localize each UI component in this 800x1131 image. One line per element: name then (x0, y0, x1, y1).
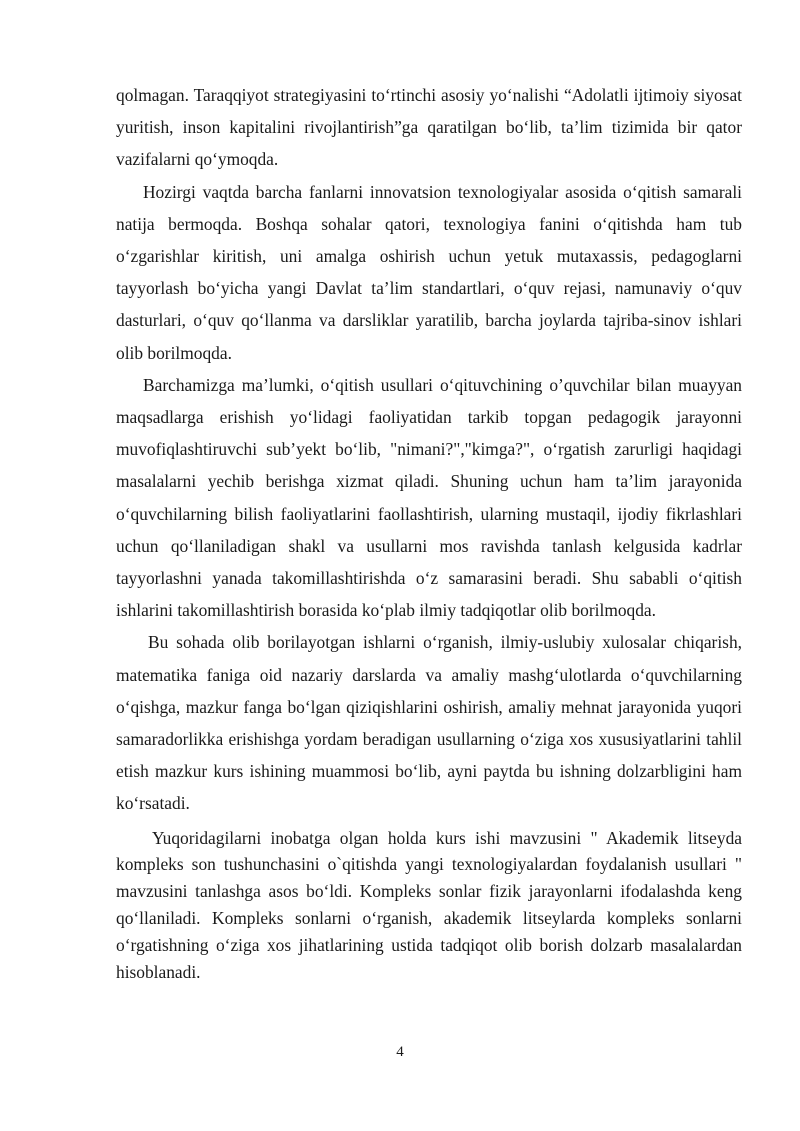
document-body (116, 79, 742, 985)
paragraph: qolmagan. Taraqqiyot strategiyasini to‘rtinchi asosiy yo‘nalishi “Adolatli ijtimoiy siyosat yuritish, inson kapitalini rivojlantirish”ga qaratilgan bo‘lib, ta’lim tizimida bir qator vazifalarni qo‘ymoqda. (116, 85, 742, 170)
paragraph: Hozirgi vaqtda barcha fanlarni innovatsion texnologiyalar asosida o‘qitish samarali natija bermoqda. Boshqa sohalar qatori, texnologiya fanini o‘qitishda ham tub o‘zgarishlar kiritish, uni amalga oshirish uchun yetuk mutaxassis, pedagoglarni tayyorlash bo‘yicha yangi Davlat ta’lim standartlari, o‘quv rejasi, namunaviy o‘quv dasturlari, o‘quv qo‘llanma va darsliklar yaratilib, barcha joylarda tajriba-sinov ishlari olib borilmoqda. (116, 181, 742, 363)
paragraph: Bu sohada olib borilayotgan ishlarni o‘rganish, ilmiy-uslubiy xulosalar chiqarish, matematika faniga oid nazariy darslarda va amaliy mashg‘ulotlarda o‘quvchilarning o‘qishga, mazkur fanga bo‘lgan qiziqishlarini oshirish, amaliy mehnat jarayonida yuqori samaradorlikka erishishga yordam beradigan usullarning o‘ziga xos xususiyatlarini tahlil etish mazkur kurs ishining muammosi bo‘lib, ayni paytda bu ishning dolzarbligini ham ko‘rsatadi. (116, 632, 742, 814)
paragraph: Barchamizga ma’lumki, o‘qitish usullari o‘qituvchining o’quvchilar bilan muayyan maqsadlarga erishish yo‘lidagi faoliyatidan tarkib topgan pedagogik jarayonni muvofiqlashtiruvchi sub’yekt bo‘lib, "nimani?","kimga?", o‘rgatish zarurligi haqidagi masalalarni yechib berishga xizmat qiladi. Shuning uchun ham ta’lim jarayonida o‘quvchilarning bilish faoliyatlarini faollashtirish, ularning mustaqil, ijodiy fikrlashlari uchun qo‘llaniladigan shakl va usullarni mos ravishda tanlash kelgusida kadrlar tayyorlashni yanada takomillashtirishda o‘z samarasini beradi. Shu sababli o‘qitish ishlarini takomillashtirish borasida ko‘plab ilmiy tadqiqotlar olib borilmoqda. (116, 374, 742, 621)
page-number: 4 (396, 1044, 404, 1060)
paragraph: Yuqoridagilarni inobatga olgan holda kurs ishi mavzusini " Akademik litseyda kompleks son tushunchasini o`qitishda yangi texnologiyalardan foydalanish usullari " mavzusini tanlashga asos bo‘ldi. Kompleks sonlar fizik jarayonlarni ifodalashda keng qo‘llaniladi. Kompleks sonlarni o‘rganish, akademik litseylarda kompleks sonlarni o‘rgatishning o‘ziga xos jihatlarining ustida tadqiqot olib borish dolzarb masalalardan hisoblanadi. (116, 827, 742, 982)
